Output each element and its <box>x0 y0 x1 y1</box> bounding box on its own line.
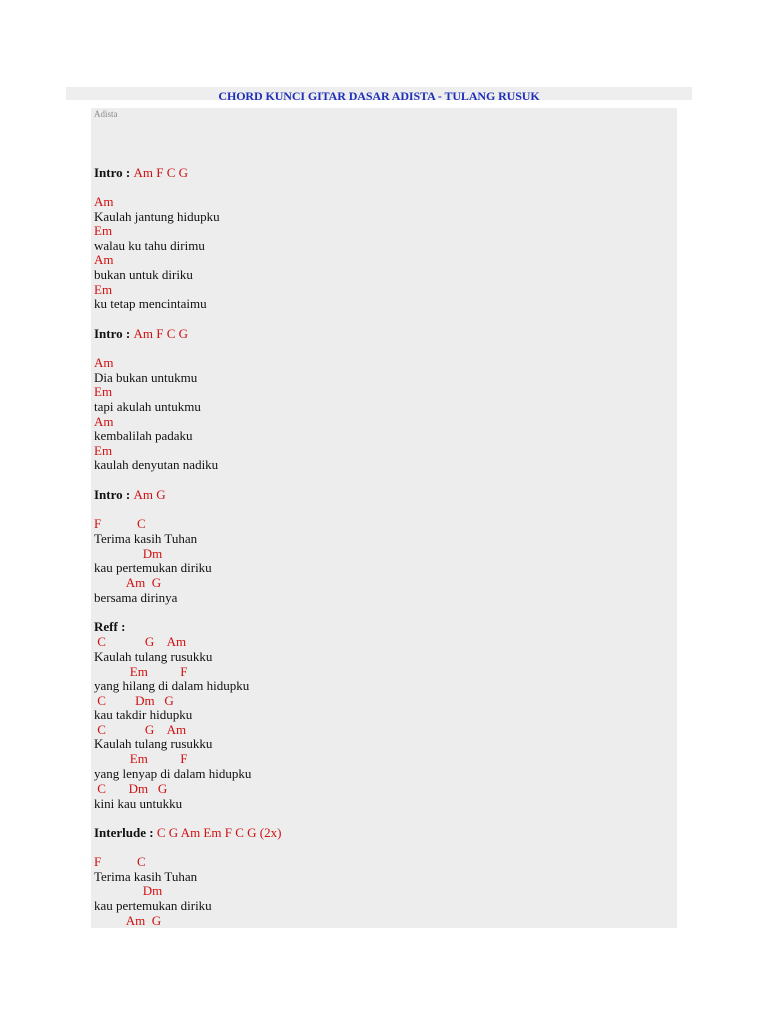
chord-line: Dm <box>94 883 163 898</box>
artist-name: Adista <box>94 109 118 119</box>
lyric-line: kembalilah padaku <box>94 428 193 443</box>
title-bar <box>66 87 692 103</box>
section-label: Intro : <box>94 165 134 180</box>
section-chords: Am G <box>133 487 166 502</box>
section-label: Intro : <box>94 326 134 341</box>
chord-line: Dm <box>94 546 163 561</box>
chord-line: Em F <box>94 664 188 679</box>
chord-line: Em F <box>94 751 188 766</box>
section-chords: Am F C G <box>133 165 189 180</box>
lyric-line: bukan untuk diriku <box>94 267 193 282</box>
section-header <box>94 326 188 341</box>
section-label: Reff : <box>94 619 126 634</box>
chord-line: Em <box>94 443 113 458</box>
chord-line: C G Am <box>94 634 187 649</box>
lyric-line: tapi akulah untukmu <box>94 399 201 414</box>
lyric-line: kau pertemukan diriku <box>94 560 212 575</box>
lyric-line: walau ku tahu dirimu <box>94 238 205 253</box>
chord-line: Am <box>94 414 114 429</box>
chord-line: Am <box>94 252 114 267</box>
chord-line: F C <box>94 516 146 531</box>
lyric-line: Dia bukan untukmu <box>94 370 198 385</box>
section-header <box>94 825 281 840</box>
lyric-line: bersama dirinya <box>94 590 178 605</box>
chord-line: F C <box>94 854 146 869</box>
lyric-line: yang hilang di dalam hidupku <box>94 678 250 693</box>
section-chords: C G Am Em F C G (2x) <box>156 825 282 840</box>
lyric-line: ku tetap mencintaimu <box>94 296 207 311</box>
lyric-line: yang lenyap di dalam hidupku <box>94 766 252 781</box>
chord-line: Em <box>94 384 113 399</box>
section-chords: Am F C G <box>133 326 189 341</box>
lyric-line: kini kau untukku <box>94 796 183 811</box>
lyric-line: kau pertemukan diriku <box>94 898 212 913</box>
section-header <box>94 619 125 634</box>
chord-line: Em <box>94 223 113 238</box>
chord-line: Em <box>94 282 113 297</box>
lyric-line: kaulah denyutan nadiku <box>94 457 219 472</box>
lyrics-panel <box>91 108 677 928</box>
section-header <box>94 487 166 502</box>
section-label: Interlude : <box>94 825 157 840</box>
song-title: CHORD KUNCI GITAR DASAR ADISTA - TULANG RUSUK <box>218 89 540 103</box>
lyric-line: Kaulah tulang rusukku <box>94 649 213 664</box>
chord-line: C G Am <box>94 722 187 737</box>
chord-line: Am G <box>94 575 162 590</box>
chord-line: Am <box>94 194 114 209</box>
lyric-line: Terima kasih Tuhan <box>94 531 198 546</box>
lyric-line: Kaulah tulang rusukku <box>94 736 213 751</box>
lyric-line: Terima kasih Tuhan <box>94 869 198 884</box>
section-label: Intro : <box>94 487 134 502</box>
chord-line: Am G <box>94 913 162 928</box>
chord-line: C Dm G <box>94 693 174 708</box>
lyric-line: Kaulah jantung hidupku <box>94 209 220 224</box>
chord-line: C Dm G <box>94 781 168 796</box>
section-header <box>94 165 188 180</box>
lyric-line: kau takdir hidupku <box>94 707 193 722</box>
chord-line: Am <box>94 355 114 370</box>
